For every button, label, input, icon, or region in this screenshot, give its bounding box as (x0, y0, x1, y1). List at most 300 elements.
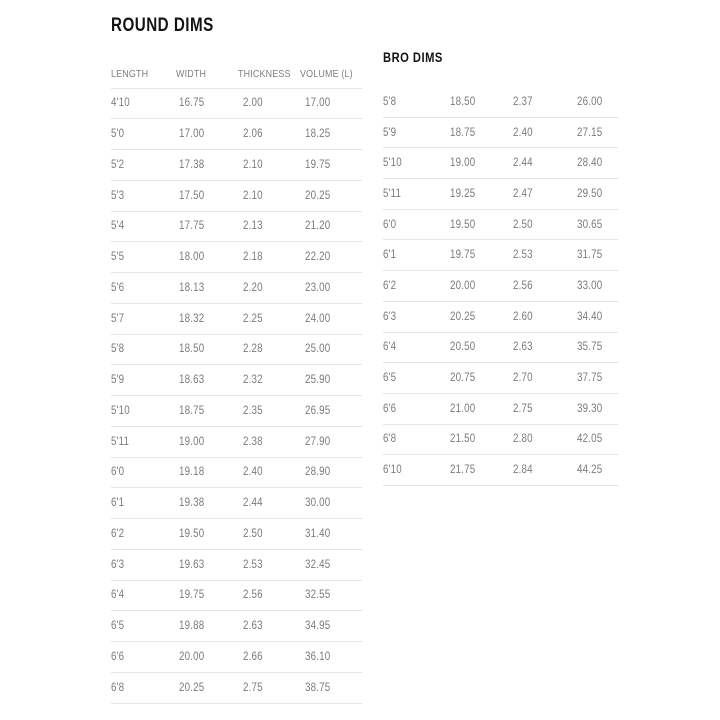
cell-thickness (513, 280, 577, 292)
cell-length (383, 280, 450, 292)
round-dims-title-text: ROUND DIMS (111, 15, 214, 36)
table-row (111, 458, 362, 489)
cell-width (179, 374, 243, 386)
table-row (111, 242, 362, 273)
cell-value: 17.75 (179, 220, 205, 233)
cell-value: 31.40 (305, 527, 331, 540)
cell-value: 6'4 (383, 341, 397, 354)
cell-width (179, 620, 243, 632)
cell-thickness (513, 311, 577, 323)
cell-thickness (243, 466, 305, 478)
cell-value: 2.10 (243, 158, 263, 171)
cell-width (450, 372, 513, 384)
cell-volume (305, 343, 362, 355)
cell-value: 2.75 (243, 681, 263, 694)
cell-value: 21.75 (450, 464, 476, 477)
cell-value: 6'4 (111, 589, 125, 602)
cell-length (383, 157, 450, 169)
cell-value: 2.84 (513, 464, 533, 477)
cell-width (179, 159, 243, 171)
cell-value: 32.45 (305, 558, 331, 571)
cell-thickness (513, 403, 577, 415)
cell-value: 2.63 (513, 341, 533, 354)
cell-value: 38.75 (305, 681, 331, 694)
cell-length (383, 249, 450, 261)
cell-value: 17.50 (179, 189, 205, 202)
cell-value: 5'6 (111, 281, 125, 294)
cell-width (450, 311, 513, 323)
cell-width (450, 249, 513, 261)
cell-thickness (243, 313, 305, 325)
table-row (111, 673, 362, 704)
table-row (383, 333, 618, 364)
cell-width (179, 282, 243, 294)
column-header-width (176, 68, 238, 80)
cell-thickness (513, 249, 577, 261)
cell-value: 17.00 (179, 128, 205, 141)
table-row (383, 425, 618, 456)
column-header-thickness (238, 68, 300, 80)
cell-thickness (243, 190, 305, 202)
cell-width (179, 559, 243, 571)
cell-volume (305, 682, 362, 694)
cell-value: 39.30 (577, 402, 603, 415)
cell-width (179, 497, 243, 509)
cell-thickness (243, 528, 305, 540)
cell-volume (305, 374, 362, 386)
cell-length (111, 97, 179, 109)
cell-value: 2.80 (513, 433, 533, 446)
cell-value: 6'1 (383, 249, 397, 262)
cell-value: 19.50 (450, 218, 476, 231)
round-dims-rows (111, 89, 362, 704)
cell-value: 27.90 (305, 435, 331, 448)
table-row (111, 212, 362, 243)
cell-value: 2.44 (513, 157, 533, 170)
column-header-volume (300, 68, 362, 80)
cell-thickness (243, 405, 305, 417)
cell-value: 5'3 (111, 189, 125, 202)
cell-thickness (243, 282, 305, 294)
bro-dims-section (383, 49, 618, 486)
cell-width (450, 127, 513, 139)
cell-length (383, 311, 450, 323)
cell-length (111, 620, 179, 632)
cell-value: 18.13 (179, 281, 205, 294)
cell-value: 2.37 (513, 95, 533, 108)
cell-value: 6'0 (383, 218, 397, 231)
cell-volume (577, 280, 618, 292)
cell-value: 19.00 (450, 157, 476, 170)
column-header-width-label: WIDTH (176, 67, 207, 80)
cell-thickness (243, 682, 305, 694)
cell-value: 37.75 (577, 372, 603, 385)
cell-length (111, 128, 179, 140)
cell-value: 27.15 (577, 126, 603, 139)
table-row (383, 179, 618, 210)
cell-thickness (243, 159, 305, 171)
cell-thickness (513, 341, 577, 353)
cell-width (450, 464, 513, 476)
cell-value: 2.50 (243, 527, 263, 540)
cell-length (111, 313, 179, 325)
cell-width (179, 405, 243, 417)
cell-value: 5'0 (111, 128, 125, 141)
cell-value: 6'8 (383, 433, 397, 446)
cell-value: 6'3 (111, 558, 125, 571)
cell-value: 6'5 (383, 372, 397, 385)
table-row (111, 642, 362, 673)
cell-thickness (243, 343, 305, 355)
table-row (111, 365, 362, 396)
cell-value: 5'5 (111, 251, 125, 264)
cell-volume (305, 651, 362, 663)
cell-volume (577, 433, 618, 445)
cell-value: 5'11 (383, 187, 402, 200)
cell-value: 30.00 (305, 497, 331, 510)
cell-value: 5'8 (383, 95, 397, 108)
cell-value: 2.53 (513, 249, 533, 262)
cell-volume (305, 405, 362, 417)
cell-value: 31.75 (577, 249, 603, 262)
table-row (111, 181, 362, 212)
cell-value: 2.60 (513, 310, 533, 323)
cell-thickness (243, 374, 305, 386)
cell-thickness (513, 188, 577, 200)
cell-volume (305, 620, 362, 632)
cell-length (383, 188, 450, 200)
cell-volume (577, 311, 618, 323)
round-dims-title (111, 15, 362, 36)
cell-value: 18.75 (179, 404, 205, 417)
cell-value: 19.75 (179, 589, 205, 602)
cell-width (450, 157, 513, 169)
cell-volume (305, 528, 362, 540)
cell-width (179, 128, 243, 140)
cell-width (179, 589, 243, 601)
cell-value: 28.90 (305, 466, 331, 479)
cell-value: 18.75 (450, 126, 476, 139)
cell-width (179, 220, 243, 232)
cell-value: 2.44 (243, 497, 263, 510)
cell-value: 19.25 (450, 187, 476, 200)
table-row (383, 87, 618, 118)
cell-width (450, 280, 513, 292)
cell-length (111, 651, 179, 663)
cell-volume (577, 341, 618, 353)
cell-value: 30.65 (577, 218, 603, 231)
cell-volume (577, 403, 618, 415)
cell-volume (305, 313, 362, 325)
cell-length (111, 466, 179, 478)
cell-volume (577, 188, 618, 200)
cell-value: 2.18 (243, 251, 263, 264)
cell-value: 2.53 (243, 558, 263, 571)
cell-length (111, 528, 179, 540)
cell-value: 20.25 (450, 310, 476, 323)
cell-value: 35.75 (577, 341, 603, 354)
table-row (111, 304, 362, 335)
cell-volume (305, 97, 362, 109)
cell-volume (305, 589, 362, 601)
cell-length (111, 682, 179, 694)
cell-volume (577, 219, 618, 231)
table-row (111, 427, 362, 458)
cell-width (179, 682, 243, 694)
table-row (111, 611, 362, 642)
cell-value: 22.20 (305, 251, 331, 264)
cell-value: 25.90 (305, 374, 331, 387)
round-dims-table (111, 60, 362, 704)
cell-thickness (243, 128, 305, 140)
cell-value: 16.75 (179, 97, 205, 110)
cell-length (383, 341, 450, 353)
cell-width (450, 433, 513, 445)
cell-thickness (513, 372, 577, 384)
cell-volume (305, 466, 362, 478)
cell-value: 6'5 (111, 620, 125, 633)
column-header-volume-label: VOLUME (L) (299, 67, 353, 80)
cell-value: 44.25 (577, 464, 603, 477)
cell-value: 2.66 (243, 650, 263, 663)
cell-length (111, 589, 179, 601)
bro-dims-title (383, 49, 618, 65)
cell-value: 6'2 (111, 527, 125, 540)
cell-volume (577, 464, 618, 476)
cell-value: 2.06 (243, 128, 263, 141)
table-row (383, 302, 618, 333)
table-row (111, 89, 362, 120)
column-header-length-label: LENGTH (111, 67, 149, 80)
cell-width (450, 219, 513, 231)
cell-length (111, 436, 179, 448)
cell-thickness (513, 127, 577, 139)
table-row (383, 148, 618, 179)
cell-value: 19.75 (450, 249, 476, 262)
cell-value: 5'9 (383, 126, 397, 139)
cell-length (111, 405, 179, 417)
table-row (111, 550, 362, 581)
cell-value: 20.50 (450, 341, 476, 354)
cell-width (450, 403, 513, 415)
cell-volume (305, 559, 362, 571)
cell-value: 18.25 (305, 128, 331, 141)
round-dims-header-row (111, 60, 362, 89)
cell-volume (305, 251, 362, 263)
cell-value: 18.50 (450, 95, 476, 108)
cell-value: 19.63 (179, 558, 205, 571)
cell-length (383, 219, 450, 231)
cell-width (179, 466, 243, 478)
cell-thickness (513, 433, 577, 445)
cell-value: 5'7 (111, 312, 125, 325)
cell-width (450, 188, 513, 200)
cell-length (111, 374, 179, 386)
cell-value: 6'10 (383, 464, 402, 477)
cell-length (383, 433, 450, 445)
cell-thickness (243, 589, 305, 601)
cell-volume (577, 157, 618, 169)
cell-value: 32.55 (305, 589, 331, 602)
cell-volume (577, 96, 618, 108)
cell-volume (305, 497, 362, 509)
cell-width (179, 651, 243, 663)
cell-value: 33.00 (577, 279, 603, 292)
cell-value: 19.18 (179, 466, 205, 479)
cell-value: 5'11 (111, 435, 130, 448)
cell-value: 5'2 (111, 158, 125, 171)
cell-thickness (243, 497, 305, 509)
cell-width (179, 343, 243, 355)
table-row (111, 335, 362, 366)
cell-value: 6'6 (383, 402, 397, 415)
cell-volume (305, 128, 362, 140)
cell-value: 17.38 (179, 158, 205, 171)
cell-length (383, 372, 450, 384)
cell-value: 19.75 (305, 158, 331, 171)
cell-value: 19.50 (179, 527, 205, 540)
cell-volume (305, 436, 362, 448)
bro-dims-rows (383, 87, 618, 486)
cell-width (179, 436, 243, 448)
cell-width (450, 341, 513, 353)
cell-value: 26.00 (577, 95, 603, 108)
cell-value: 6'2 (383, 279, 397, 292)
cell-value: 21.00 (450, 402, 476, 415)
cell-thickness (243, 436, 305, 448)
table-row (383, 271, 618, 302)
cell-value: 29.50 (577, 187, 603, 200)
table-row (383, 394, 618, 425)
table-row (111, 519, 362, 550)
cell-width (179, 528, 243, 540)
cell-thickness (513, 157, 577, 169)
cell-length (111, 190, 179, 202)
cell-volume (305, 282, 362, 294)
table-row (111, 396, 362, 427)
cell-value: 19.88 (179, 620, 205, 633)
cell-length (111, 559, 179, 571)
cell-value: 18.50 (179, 343, 205, 356)
cell-value: 2.38 (243, 435, 263, 448)
table-row (383, 455, 618, 486)
cell-length (111, 220, 179, 232)
cell-value: 34.40 (577, 310, 603, 323)
round-dims-section (111, 15, 362, 704)
cell-width (179, 313, 243, 325)
cell-thickness (243, 251, 305, 263)
cell-value: 6'3 (383, 310, 397, 323)
column-header-length (111, 68, 176, 80)
cell-value: 20.25 (305, 189, 331, 202)
cell-width (179, 190, 243, 202)
cell-length (111, 251, 179, 263)
cell-length (383, 403, 450, 415)
cell-value: 2.63 (243, 620, 263, 633)
cell-thickness (243, 651, 305, 663)
cell-width (179, 97, 243, 109)
cell-value: 2.75 (513, 402, 533, 415)
cell-value: 20.25 (179, 681, 205, 694)
cell-value: 21.20 (305, 220, 331, 233)
cell-value: 20.75 (450, 372, 476, 385)
table-row (111, 488, 362, 519)
cell-value: 6'8 (111, 681, 125, 694)
cell-volume (577, 372, 618, 384)
cell-value: 2.25 (243, 312, 263, 325)
cell-length (111, 497, 179, 509)
cell-volume (577, 127, 618, 139)
cell-value: 2.10 (243, 189, 263, 202)
cell-value: 18.32 (179, 312, 205, 325)
cell-value: 2.56 (243, 589, 263, 602)
cell-value: 6'6 (111, 650, 125, 663)
table-row (111, 273, 362, 304)
cell-thickness (513, 464, 577, 476)
cell-length (383, 127, 450, 139)
table-row (383, 240, 618, 271)
cell-length (111, 343, 179, 355)
cell-value: 36.10 (305, 650, 331, 663)
cell-thickness (513, 219, 577, 231)
cell-value: 2.40 (243, 466, 263, 479)
cell-value: 2.13 (243, 220, 263, 233)
cell-width (450, 96, 513, 108)
cell-value: 6'1 (111, 497, 125, 510)
bro-dims-table (383, 87, 618, 486)
cell-value: 4'10 (111, 97, 130, 110)
cell-value: 20.00 (179, 650, 205, 663)
cell-value: 23.00 (305, 281, 331, 294)
cell-thickness (243, 220, 305, 232)
cell-value: 21.50 (450, 433, 476, 446)
table-row (383, 210, 618, 241)
cell-value: 5'9 (111, 374, 125, 387)
cell-thickness (243, 97, 305, 109)
cell-value: 2.20 (243, 281, 263, 294)
cell-value: 5'10 (383, 157, 402, 170)
column-header-thickness-label: THICKNESS (238, 67, 291, 80)
cell-thickness (243, 620, 305, 632)
cell-volume (305, 190, 362, 202)
cell-value: 2.35 (243, 404, 263, 417)
cell-value: 2.70 (513, 372, 533, 385)
cell-value: 2.56 (513, 279, 533, 292)
cell-length (111, 159, 179, 171)
cell-value: 6'0 (111, 466, 125, 479)
table-row (383, 363, 618, 394)
table-row (111, 581, 362, 612)
cell-value: 2.00 (243, 97, 263, 110)
cell-value: 19.38 (179, 497, 205, 510)
cell-value: 26.95 (305, 404, 331, 417)
cell-value: 24.00 (305, 312, 331, 325)
cell-value: 5'10 (111, 404, 130, 417)
cell-length (111, 282, 179, 294)
cell-value: 2.32 (243, 374, 263, 387)
cell-value: 2.28 (243, 343, 263, 356)
cell-width (179, 251, 243, 263)
cell-volume (577, 249, 618, 261)
cell-volume (305, 220, 362, 232)
cell-value: 5'8 (111, 343, 125, 356)
cell-thickness (243, 559, 305, 571)
cell-value: 2.40 (513, 126, 533, 139)
cell-value: 18.00 (179, 251, 205, 264)
cell-value: 42.05 (577, 433, 603, 446)
table-row (111, 119, 362, 150)
cell-length (383, 464, 450, 476)
